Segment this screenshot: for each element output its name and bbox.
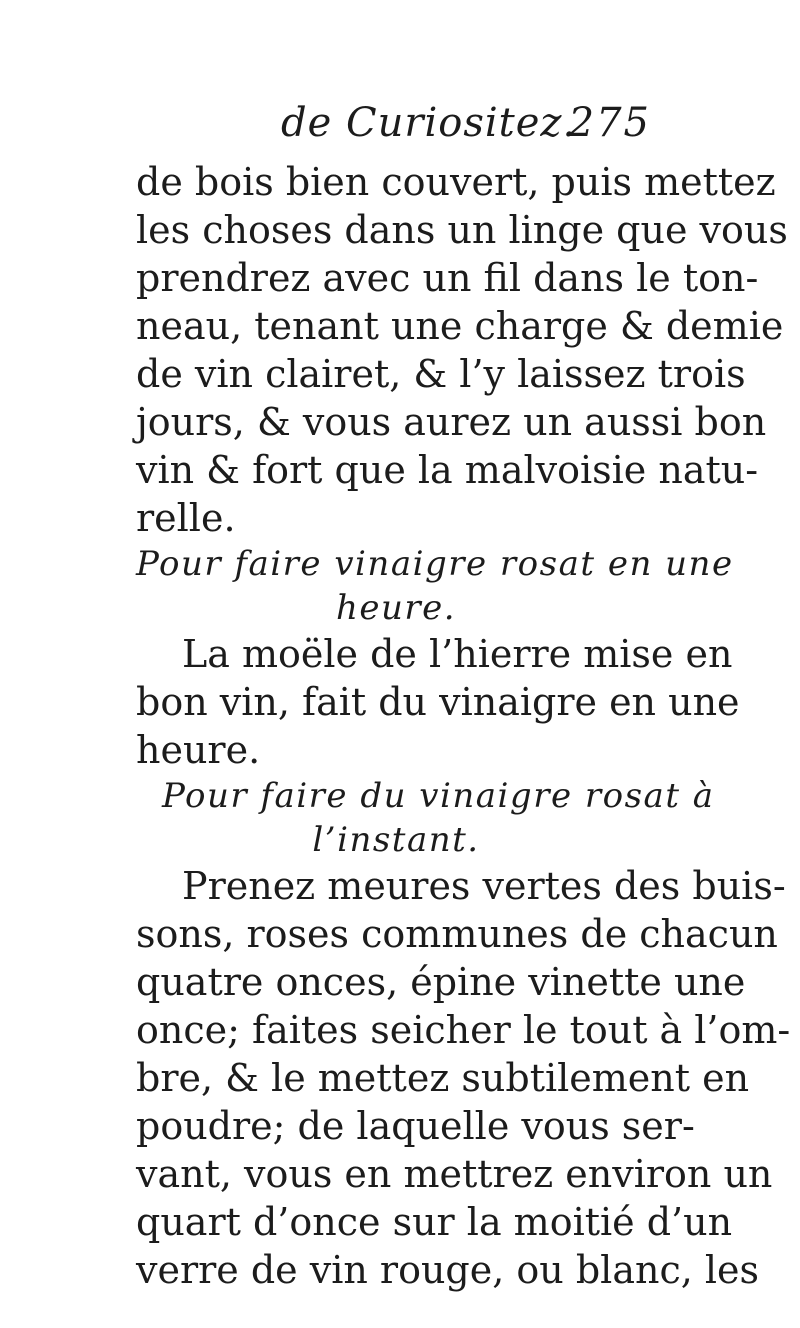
page-number: 275 — [568, 100, 651, 146]
text-line: de vin clairet, & l’y laissez trois — [136, 352, 746, 396]
text-line: quart d’once sur la moitié d’un — [136, 1200, 733, 1244]
section-heading-continuation: l’instant. — [312, 820, 480, 860]
section-heading-continuation: heure. — [335, 588, 457, 628]
section-heading: Pour faire vinaigre rosat en une — [136, 544, 734, 584]
text-line: La moële de l’hierre mise en — [182, 632, 733, 676]
text-line: vant, vous en mettrez environ un — [136, 1152, 773, 1196]
text-line: verre de vin rouge, ou blanc, les — [136, 1248, 760, 1292]
text-line: relle. — [136, 496, 236, 540]
text-line: prendrez avec un fil dans le ton- — [136, 256, 759, 300]
text-line: bon vin, fait du vinaigre en une — [136, 680, 740, 724]
text-line: heure. — [136, 728, 261, 772]
text-line: once; faites seicher le tout à l’om- — [136, 1008, 791, 1052]
text-line: vin & fort que la malvoisie natu- — [136, 448, 759, 492]
text-line: jours, & vous aurez un aussi bon — [136, 400, 767, 444]
text-line: Prenez meures vertes des buis- — [182, 864, 786, 908]
text-line: poudre; de laquelle vous ser- — [136, 1104, 695, 1148]
section-heading: Pour faire du vinaigre rosat à — [162, 776, 715, 816]
text-line: les choses dans un linge que vous — [136, 208, 788, 252]
text-line: bre, & le mettez subtilement en — [136, 1056, 750, 1100]
body-text — [136, 158, 791, 1294]
page-header — [135, 100, 655, 156]
text-line: neau, tenant une charge & demie — [136, 304, 784, 348]
text-line: de bois bien couvert, puis mettez — [136, 160, 776, 204]
running-title: de Curiositez. — [281, 100, 577, 146]
text-line: quatre onces, épine vinette une — [136, 960, 746, 1004]
text-line: sons, roses communes de chacun — [136, 912, 778, 956]
